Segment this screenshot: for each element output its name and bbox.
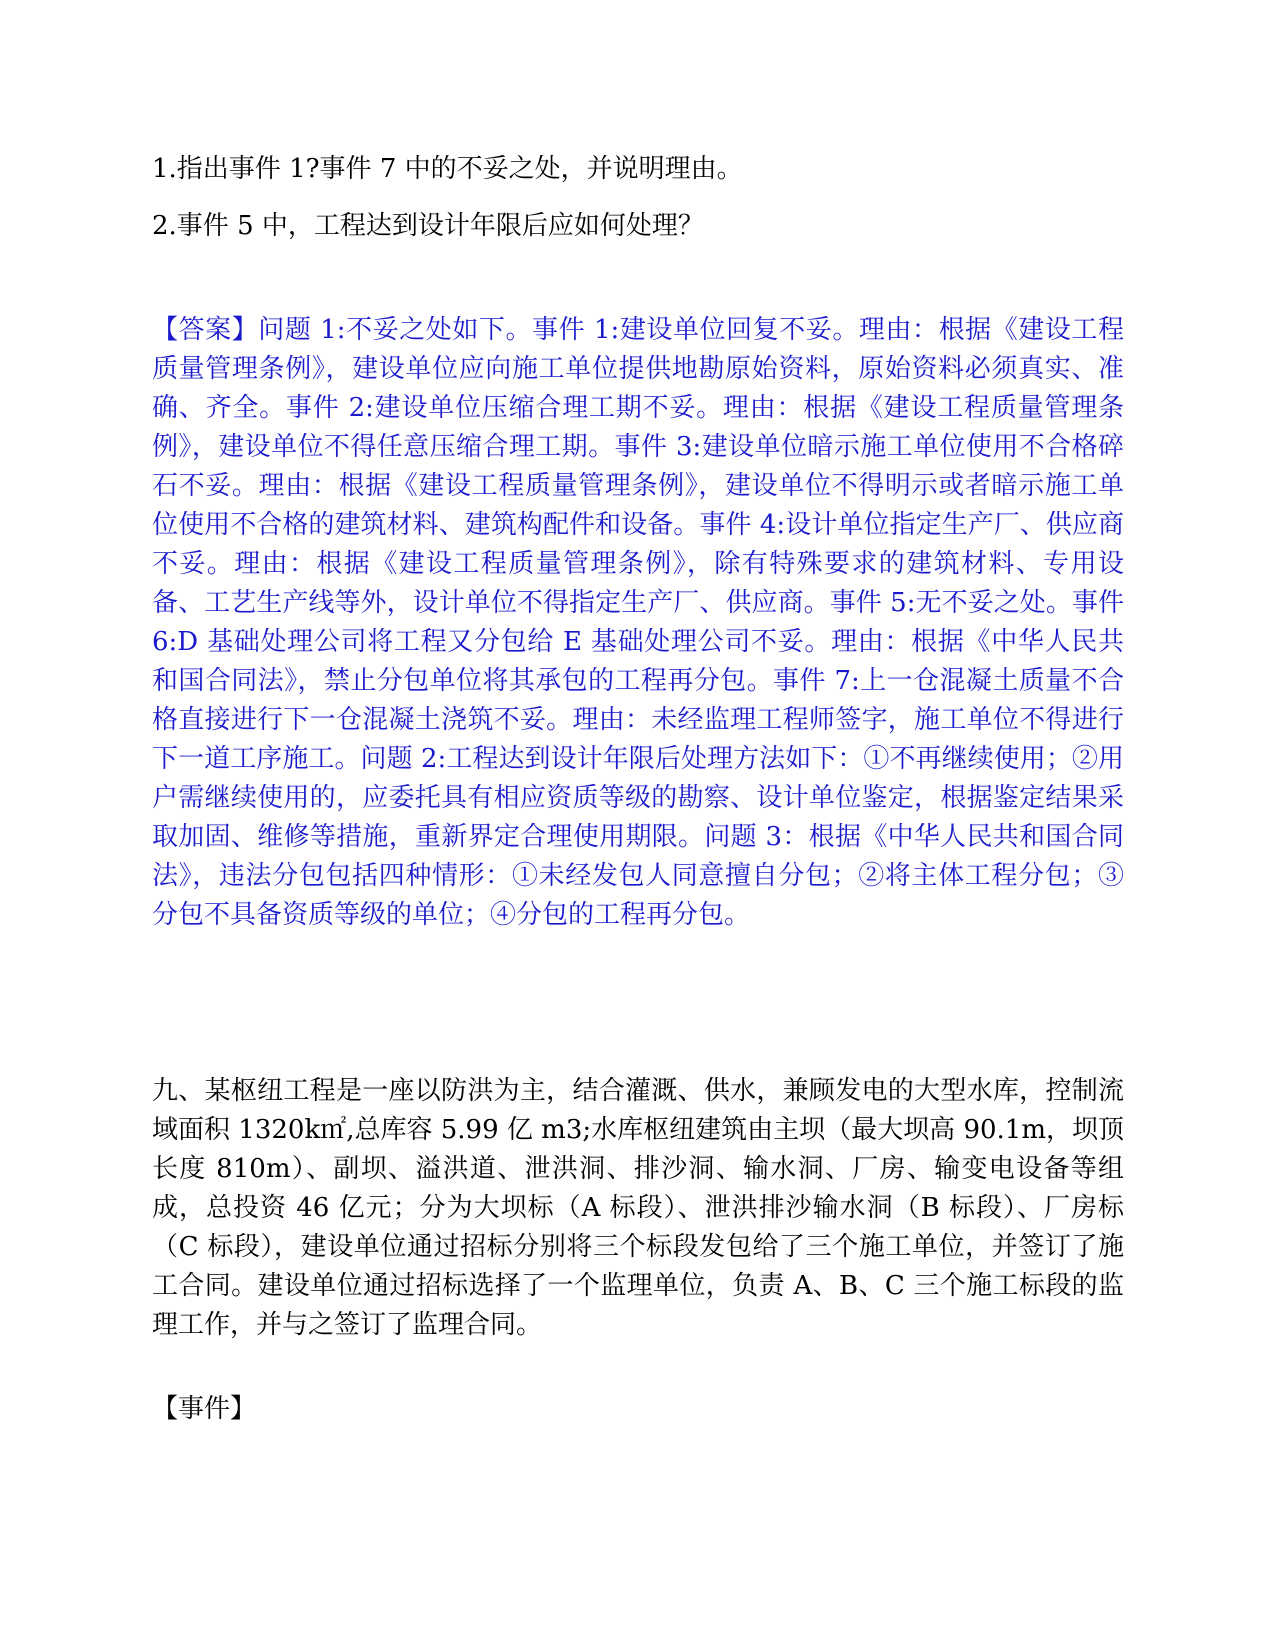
answer-paragraph: 【答案】问题 1:不妥之处如下。事件 1:建设单位回复不妥。理由：根据《建设工程质量管理条例》，建设单位应向施工单位提供地勘原始资料，原始资料必须真实、准确、齐全。事件 2:建设单位压缩合理工期不妥。理由：根据《建设工程质量管理条例》，建设单位不得任意压缩合理工期。事件 3:建设单位暗示施工单位使用不合格碎石不妥。理由：根据《建设工程质量管理条例》，建设单位不得明示或者暗示施工单位使用不合格的建筑材料、建筑构配件和设备。事件 4:设计单位指定生产厂、供应商不妥。理由：根据《建设工程质量管理条例》，除有特殊要求的建筑材料、专用设备、工艺生产线等外，设计单位不得指定生产厂、供应商。事件 5:无不妥之处。事件 6:D 基础处理公司将工程又分包给 E 基础处理公司不妥。理由：根据《中华人民共和国合同法》，禁止分包单位将其承包的工程再分包。事件 7:上一仓混凝土质量不合格直接进行下一仓混凝土浇筑不妥。理由：未经监理工程师签字，施工单位不得进行下一道工序施工。问题 2:工程达到设计年限后处理方法如下：①不再继续使用；②用户需继续使用的，应委托具有相应资质等级的勘察、设计单位鉴定，根据鉴定结果采取加固、维修等措施，重新界定合理使用期限。问题 3：根据《中华人民共和国合同法》，违法分包包括四种情形：①未经发包人同意擅自分包；②将主体工程分包；③分包不具备资质等级的单位；④分包的工程再分包。	[152, 315, 1124, 930]
events-heading: 【事件】	[152, 1394, 257, 1424]
case-nine-paragraph: 九、某枢纽工程是一座以防洪为主，结合灌溉、供水，兼顾发电的大型水库，控制流域面积 1320k㎡,总库容 5.99 亿 m3;水库枢纽建筑由主坝（最大坝高 90.1m，坝顶长度 810m）、副坝、溢洪道、泄洪洞、排沙洞、输水洞、厂房、输变电设备等组成，总投资 46 亿元；分为大坝标（A 标段）、泄洪排沙输水洞（B 标段）、厂房标（C 标段），建设单位通过招标分别将三个标段发包给了三个施工单位，并签订了施工合同。建设单位通过招标选择了一个监理单位，负责 A、B、C 三个施工标段的监理工作，并与之签订了监理合同。	[152, 1076, 1124, 1340]
question-2: 2.事件 5 中，工程达到设计年限后应如何处理？	[152, 211, 704, 241]
question-1: 1.指出事件 1?事件 7 中的不妥之处，并说明理由。	[152, 154, 743, 184]
